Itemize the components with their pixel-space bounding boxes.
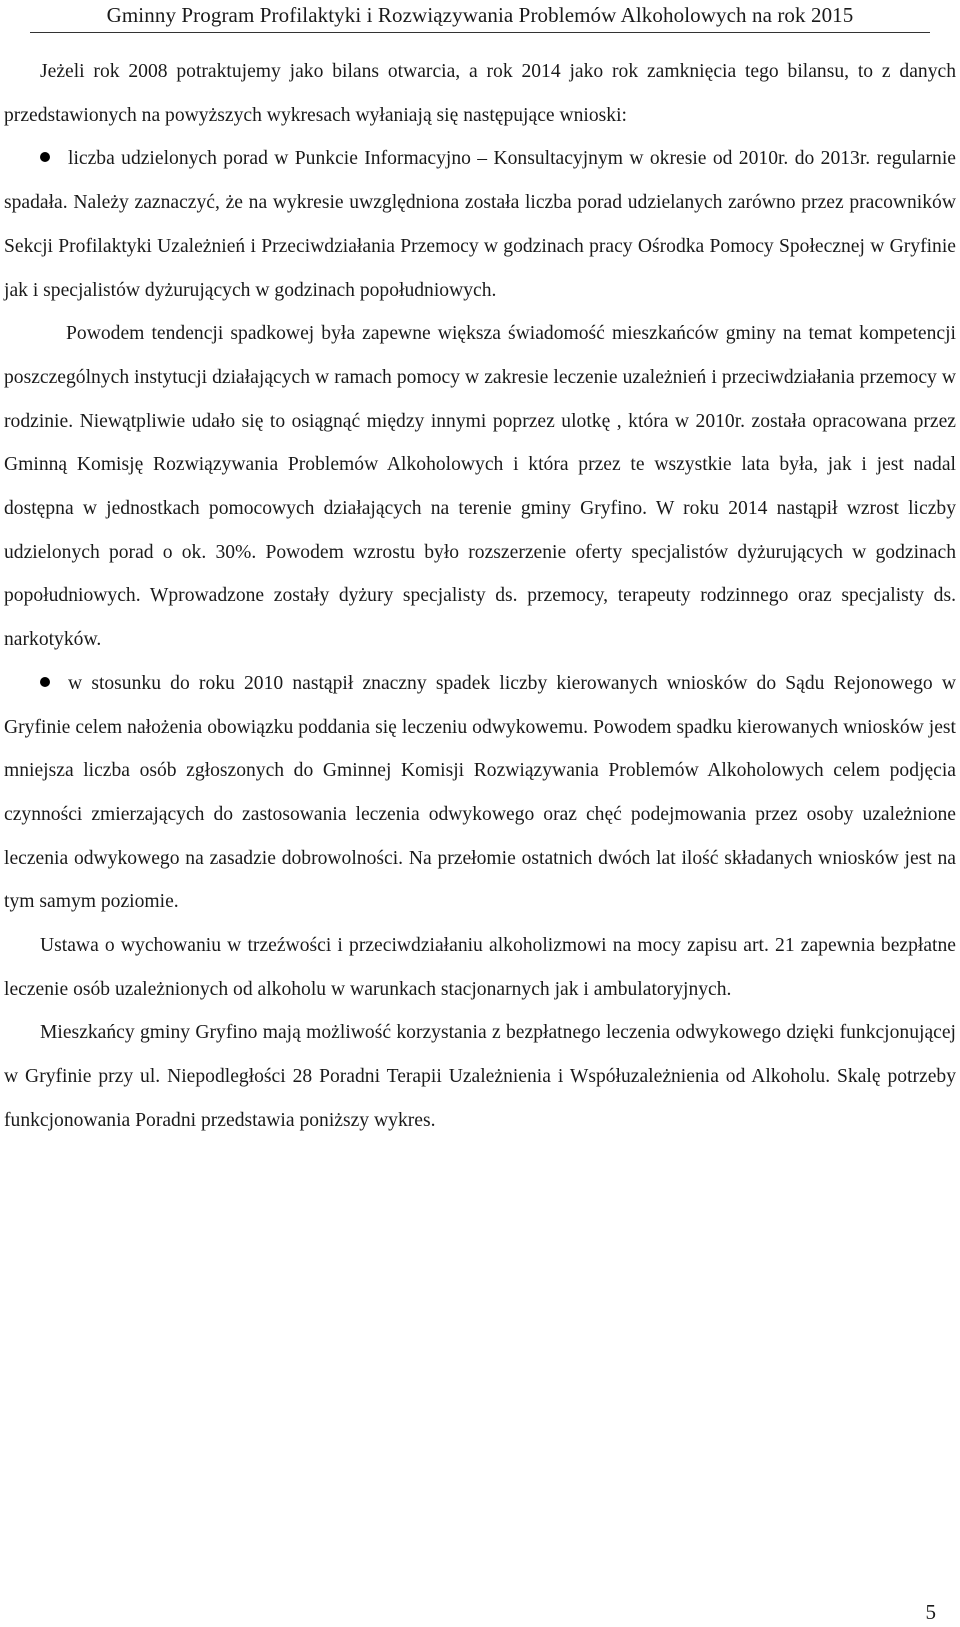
- paragraph-ustawa: Ustawa o wychowaniu w trzeźwości i przeciwdziałaniu alkoholizmowi na mocy zapisu art. 21 zapewnia bezpłatne leczenie osób uzależnionych od alkoholu w warunkach stacjonarnych jak i ambulatoryjnych.: [4, 935, 956, 1000]
- page-header: [0, 0, 960, 36]
- bullet-dot-icon: [40, 152, 50, 162]
- paragraph-intro: Jeżeli rok 2008 potraktujemy jako bilans otwarcia, a rok 2014 jako rok zamknięcia tego bilansu, to z danych przedstawionych na powyższych wykresach wyłaniają się następujące wnioski:: [4, 61, 956, 126]
- bullet-marker: [40, 137, 68, 181]
- paragraph-tendencja: Powodem tendencji spadkowej była zapewne większa świadomość mieszkańców gminy na temat kompetencji poszczególnych instytucji działających w ramach pomocy w zakresie leczenie uzależnień i przeciwdziałania przemocy w rodzinie. Niewątpliwie udało się to osiągnąć między innymi poprzez ulotkę , która w 2010r. została opracowana przez Gminną Komisję Rozwiązywania Problemów Alkoholowych i która przez te wszystkie lata była, jak i jest nadal dostępna w jednostkach pomocowych działających na terenie gminy Gryfino. W roku 2014 nastąpił wzrost liczby udzielonych porad o ok. 30%. Powodem wzrostu było rozszerzenie oferty specjalistów dyżurujących w godzinach popołudniowych. Wprowadzone zostały dyżury specjalisty ds. przemocy, terapeuty rodzinnego oraz specjalisty ds. narkotyków.: [4, 323, 956, 651]
- header-divider: [30, 32, 930, 33]
- document-title: Gminny Program Profilaktyki i Rozwiązywania Problemów Alkoholowych na rok 2015: [106, 3, 854, 27]
- page-number: 5: [925, 1600, 936, 1624]
- document-body: [4, 50, 956, 1143]
- bullet-dot-icon: [40, 677, 50, 687]
- bullet-marker: [40, 662, 68, 706]
- bullet-item-porady: [4, 137, 956, 312]
- bullet-item-wnioski-text: w stosunku do roku 2010 nastąpił znaczny spadek liczby kierowanych wniosków do Sądu Rejonowego w Gryfinie celem nałożenia obowiązku poddania się leczeniu odwykowemu. Powodem spadku kierowanych wniosków jest mniejsza liczba osób zgłoszonych do Gminnej Komisji Rozwiązywania Problemów Alkoholowych celem podjęcia czynności zmierzających do zastosowania leczenia odwykowego oraz chęć podejmowania przez osoby uzależnione leczenia odwykowego na zasadzie dobrowolności. Na przełomie ostatnich dwóch lat ilość składanych wniosków jest na tym samym poziomie.: [4, 672, 956, 913]
- paragraph-poradnia: Mieszkańcy gminy Gryfino mają możliwość korzystania z bezpłatnego leczenia odwykowego dzięki funkcjonującej w Gryfinie przy ul. Niepodległości 28 Poradni Terapii Uzależnienia i Współuzależnienia od Alkoholu. Skalę potrzeby funkcjonowania Poradni przedstawia poniższy wykres.: [4, 1022, 956, 1131]
- bullet-item-wnioski: [4, 662, 956, 924]
- bullet-item-porady-text: liczba udzielonych porad w Punkcie Informacyjno – Konsultacyjnym w okresie od 2010r. do 2013r. regularnie spadała. Należy zaznaczyć, że na wykresie uwzględniona została liczba porad udzielanych zarówno przez pracowników Sekcji Profilaktyki Uzależnień i Przeciwdziałania Przemocy w godzinach pracy Ośrodka Pomocy Społecznej w Gryfinie jak i specjalistów dyżurujących w godzinach popołudniowych.: [4, 148, 956, 301]
